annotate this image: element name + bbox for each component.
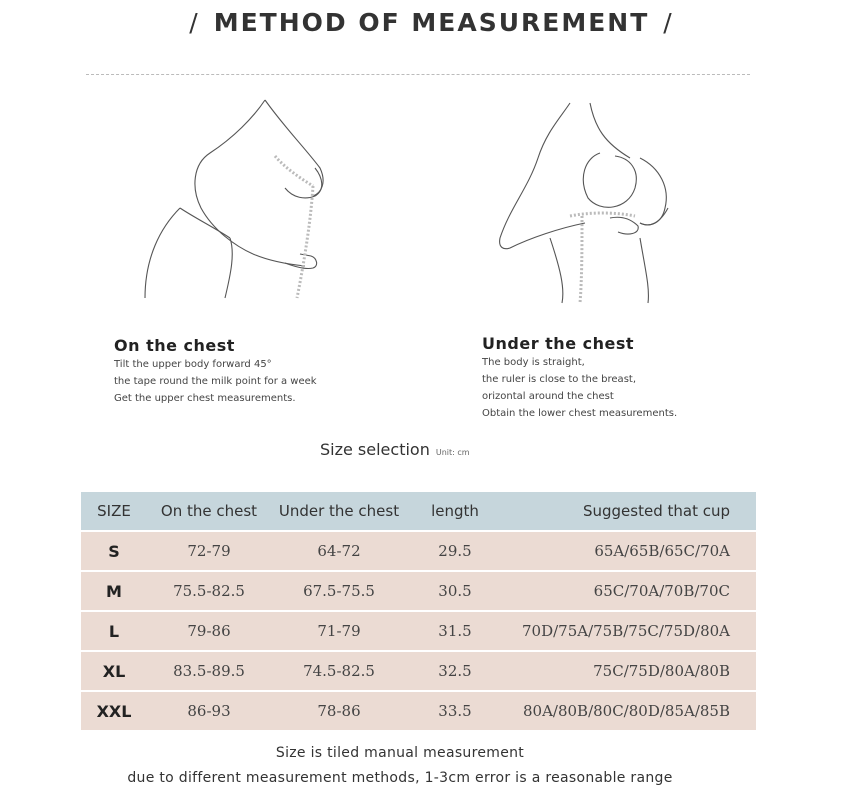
table-row [81, 691, 756, 730]
title-text: METHOD OF MEASUREMENT [213, 8, 650, 37]
under-chest-line: The body is straight, [482, 357, 585, 368]
under-chest-line: the ruler is close to the breast, [482, 374, 636, 385]
table-row [81, 611, 756, 651]
header-size: SIZE [81, 492, 147, 531]
on-chest-title: On the chest [114, 336, 235, 355]
cell-on-chest: 86-93 [147, 691, 271, 730]
cell-length: 29.5 [407, 531, 503, 571]
cell-size: S [81, 531, 147, 571]
size-table [81, 492, 756, 730]
header-on-chest: On the chest [147, 492, 271, 531]
cell-on-chest: 83.5-89.5 [147, 651, 271, 691]
header-length: length [407, 492, 503, 531]
side-view-body-illustration [135, 98, 335, 308]
table-row [81, 531, 756, 571]
dashed-divider [86, 74, 750, 75]
cell-under-chest: 74.5-82.5 [271, 651, 407, 691]
front-view-body-illustration [490, 98, 690, 308]
cell-under-chest: 64-72 [271, 531, 407, 571]
cell-cup: 70D/75A/75B/75C/75D/80A [503, 611, 756, 651]
cell-cup: 80A/80B/80C/80D/85A/85B [503, 691, 756, 730]
table-header-row [81, 492, 756, 531]
under-chest-line: Obtain the lower chest measurements. [482, 408, 678, 419]
title-slash-left: / [189, 8, 200, 37]
cell-cup: 65C/70A/70B/70C [503, 571, 756, 611]
on-chest-line: the tape round the milk point for a week [114, 376, 317, 387]
under-chest-title: Under the chest [482, 334, 635, 353]
cell-length: 30.5 [407, 571, 503, 611]
table-row [81, 651, 756, 691]
footer-note-2: due to different measurement methods, 1-3cm error is a reasonable range [127, 770, 673, 786]
page-title [0, 8, 863, 37]
cell-size: M [81, 571, 147, 611]
on-chest-line: Tilt the upper body forward 45° [114, 359, 272, 370]
cell-under-chest: 71-79 [271, 611, 407, 651]
cell-size: L [81, 611, 147, 651]
cell-under-chest: 78-86 [271, 691, 407, 730]
cell-cup: 65A/65B/65C/70A [503, 531, 756, 571]
title-slash-right: / [663, 8, 674, 37]
cell-on-chest: 79-86 [147, 611, 271, 651]
table-row [81, 571, 756, 611]
unit-label: Unit: cm [435, 448, 470, 457]
cell-on-chest: 75.5-82.5 [147, 571, 271, 611]
cell-size: XXL [81, 691, 147, 730]
size-selection-heading [320, 440, 470, 459]
cell-on-chest: 72-79 [147, 531, 271, 571]
footer-note-1: Size is tiled manual measurement [275, 745, 525, 761]
cell-length: 33.5 [407, 691, 503, 730]
header-suggested-cup: Suggested that cup [503, 492, 756, 531]
cell-length: 32.5 [407, 651, 503, 691]
under-chest-line: orizontal around the chest [482, 391, 614, 402]
size-selection-label: Size selection [320, 440, 430, 459]
on-chest-line: Get the upper chest measurements. [114, 393, 296, 404]
cell-size: XL [81, 651, 147, 691]
cell-cup: 75C/75D/80A/80B [503, 651, 756, 691]
cell-under-chest: 67.5-75.5 [271, 571, 407, 611]
cell-length: 31.5 [407, 611, 503, 651]
header-under-chest: Under the chest [271, 492, 407, 531]
